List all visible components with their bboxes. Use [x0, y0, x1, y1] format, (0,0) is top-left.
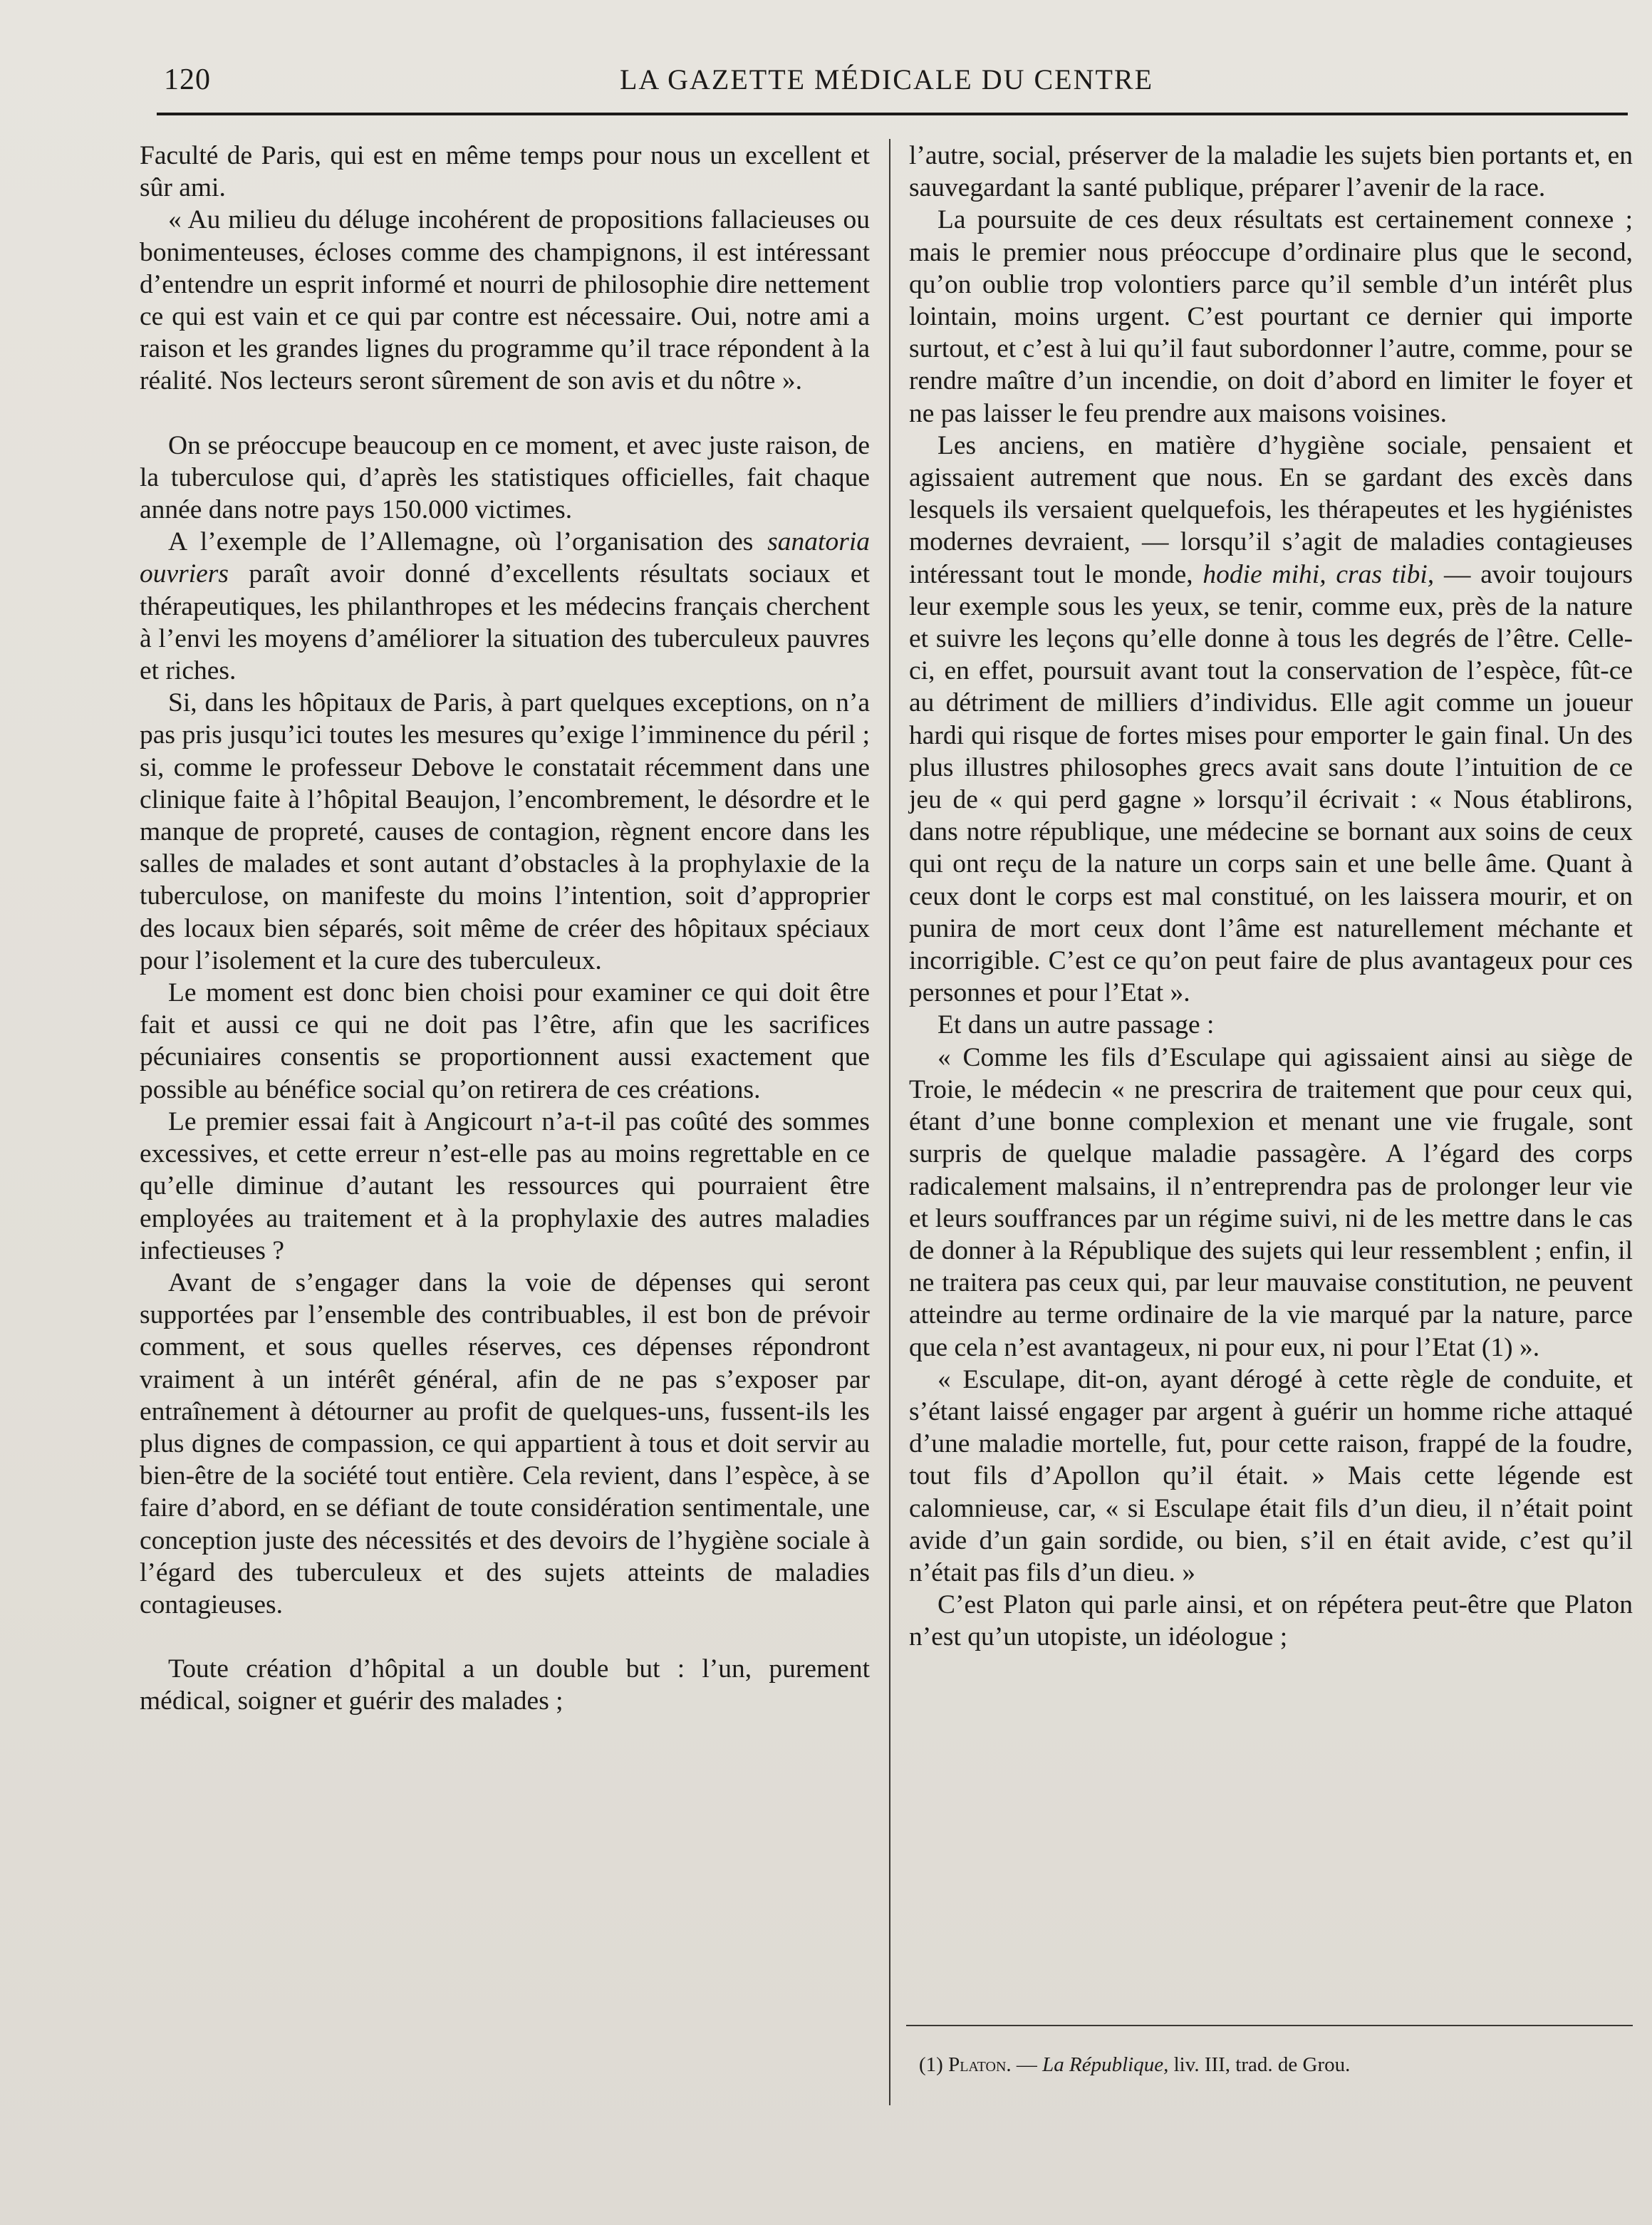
footnote-ref: liv. III, trad. de Grou.: [1173, 2053, 1351, 2076]
right-column: [909, 140, 1633, 1654]
paragraph: Si, dans les hôpitaux de Paris, à part quelques exceptions, on n’a pas pris jusqu’ici toutes les mesures qu’exige l’imminence du péril ; si, comme le professeur Debove le constatait récemment dans une clinique faite à l’hôpital Beaujon, l’encombrement, le désordre et le manque de propreté, causes de contagion, règnent encore dans les salles de malades et sont autant d’obstacles à la prophylaxie de la tuberculose, on manifeste du moins l’intention, soit d’approprier des locaux bien séparés, soit même de créer des hôpitaux spéciaux pour l’isolement et la cure des tuberculeux.: [140, 688, 870, 975]
paragraph: Le moment est donc bien choisi pour examiner ce qui doit être fait et aussi ce qui ne doit pas l’être, afin que les sacrifices pécuniaires consentis se proportionnent aussi exactement que possible au bénéfice social qu’on retirera de ces créations.: [140, 978, 870, 1104]
column-divider: [889, 139, 890, 2105]
paragraph: Et dans un autre passage :: [937, 1010, 1215, 1040]
footnote-dash: —: [1016, 2053, 1037, 2076]
footnote-author: Platon.: [948, 2053, 1012, 2076]
italic-term: hodie mihi, cras tibi,: [1202, 559, 1435, 589]
text-run: — avoir toujours leur exemple sous les yeux, se tenir, comme eux, près de la nature et suivre les leçons qu’elle donne à tous les degrés de l’être. Celle-ci, en effet, poursuit avant tout la conservation de l’espèce, fût-ce au détriment de milliers d’individus. Elle agit comme un joueur hardi qui risque de fortes mises pour emporter le gain final. Un des plus illustres philosophes grecs avait sans doute l’intuition de ce jeu de « qui perd gagne » lorsqu’il écrivait : « Nous établirons, dans notre république, une médecine se bornant aux soins de ceux qui ont reçu de la nature un corps sain et une belle âme. Quant à ceux dont le corps est mal constitué, on les laissera mourir, et on punira de mort ceux dont l’âme est naturellement méchante et incorrigible. C’est ce qu’on peut faire de plus avantageux pour ces personnes et pour l’Etat ».: [909, 559, 1633, 1008]
italic-term: sanatoria ouvriers: [140, 527, 870, 589]
paragraph: « Comme les fils d’Esculape qui agissaient ainsi au siège de Troie, le médecin « ne prescrira de traitement que pour ceux qui, étant d’une bonne complexion et menant une vie frugale, sont surpris de quelque maladie passagère. A l’égard des corps radicalement malsains, il n’entreprendra pas de prolonger leur vie et leurs souffrances par un régime suivi, ni de les mettre dans le cas de donner à la République des sujets qui leur ressemblent ; enfin, il ne traitera pas ceux qui, par leur mauvaise constitution, ne peuvent atteindre au terme ordinaire de la vie marqué par la nature, parce que cela n’est avantageux, ni pour eux, ni pour l’Etat (1) ».: [909, 1042, 1633, 1362]
journal-title: LA GAZETTE MÉDICALE DU CENTRE: [620, 63, 1154, 95]
paragraph: l’autre, social, préserver de la maladie les sujets bien portants et, en sauvegardant la santé publique, préparer l’avenir de la race.: [909, 141, 1633, 203]
text-run: A l’exemple de l’Allemagne, où l’organisation des: [168, 527, 754, 557]
paragraph: Le premier essai fait à Angicourt n’a-t-il pas coûté des sommes excessives, et cette erreur n’est-elle pas au moins regrettable en ce qu’elle diminue d’autant les ressources qui pourraient être employées au traitement et à la prophylaxie des autres maladies infectieuses ?: [140, 1106, 870, 1265]
paragraph: On se préoccupe beaucoup en ce moment, et avec juste raison, de la tuberculose qui, d’après les statistiques officielles, fait chaque année dans notre pays 150.000 victimes.: [140, 430, 870, 525]
footnote-rule: [906, 2025, 1633, 2026]
paragraph: [909, 430, 1633, 1010]
page-number: 120: [164, 63, 211, 96]
footnote-work: La République,: [1042, 2053, 1169, 2076]
paragraph: C’est Platon qui parle ainsi, et on répétera peut-être que Platon n’est qu’un utopiste, un idéologue ;: [909, 1590, 1633, 1652]
footnote-marker: (1): [919, 2053, 943, 2076]
footnote: [919, 2052, 1631, 2078]
paragraph: « Esculape, dit-on, ayant dérogé à cette règle de conduite, et s’étant laissé engager par argent à guérir un homme riche attaqué d’une maladie mortelle, fut, pour cette raison, frappé de la foudre, tout fils d’Apollon qu’il était. » Mais cette légende est calomnieuse, car, « si Esculape était fils d’un dieu, il n’était point avide d’un gain sordide, ou bien, s’il en était avide, c’est qu’il n’était pas fils d’un dieu. »: [909, 1364, 1633, 1587]
paragraph: Faculté de Paris, qui est en même temps pour nous un excellent et sûr ami.: [140, 141, 870, 203]
left-column: [140, 140, 870, 1718]
header-rule: [157, 113, 1628, 115]
page-header: [164, 58, 1631, 101]
paragraph: « Au milieu du déluge incohérent de propositions fallacieuses ou bonimenteuses, écloses comme des champignons, il est intéressant d’entendre un esprit informé et nourri de philosophie dire nettement ce qui est vain et ce qui par contre est nécessaire. Oui, notre ami a raison et les grandes lignes du programme qu’il trace répondent à la réalité. Nos lecteurs seront sûrement de son avis et du nôtre ».: [140, 205, 870, 396]
paragraph: Toute création d’hôpital a un double but : l’un, purement médical, soigner et guérir des malades ;: [140, 1654, 870, 1716]
paragraph: La poursuite de ces deux résultats est certainement connexe ; mais le premier nous préoccupe d’ordinaire plus que le second, qu’on oublie trop volontiers parce qu’il semble d’un intérêt plus lointain, moins urgent. C’est pourtant ce dernier qui importe surtout, et c’est à lui qu’il faut subordonner l’autre, comme, pour se rendre maître d’un incendie, on doit d’abord en limiter le foyer et ne pas laisser le feu prendre aux maisons voisines.: [909, 205, 1633, 428]
text-run: paraît avoir donné d’excellents résultats sociaux et thérapeutiques, les philanthropes et les médecins français cherchent à l’envi les moyens d’améliorer la situation des tuberculeux pauvres et riches.: [140, 559, 870, 686]
text-run: Les anciens, en matière d’hygiène sociale, pensaient et agissaient autrement que nous. En se gardant des excès dans lesquels ils versaient quelquefois, les thérapeutes et les hygiénistes modernes devraient, — lorsqu’il s’agit de maladies contagieuses intéressant tout le monde,: [909, 430, 1633, 589]
paragraph: Avant de s’engager dans la voie de dépenses qui seront supportées par l’ensemble des contribuables, il est bon de prévoir comment, et sous quelles réserves, ces dépenses répondront vraiment à un intérêt général, afin de ne pas s’exposer par entraînement à détourner au profit de quelques-uns, fussent-ils les plus dignes de compassion, ce qui appartient à tous et doit servir au bien-être de la société tout entière. Cela revient, dans l’espèce, à se faire d’abord, en se défiant de toute considération sentimentale, une conception juste des nécessités et des devoirs de l’hygiène sociale à l’égard des tuberculeux et des sujets atteints de maladies contagieuses.: [140, 1267, 870, 1619]
paragraph: [140, 526, 870, 687]
